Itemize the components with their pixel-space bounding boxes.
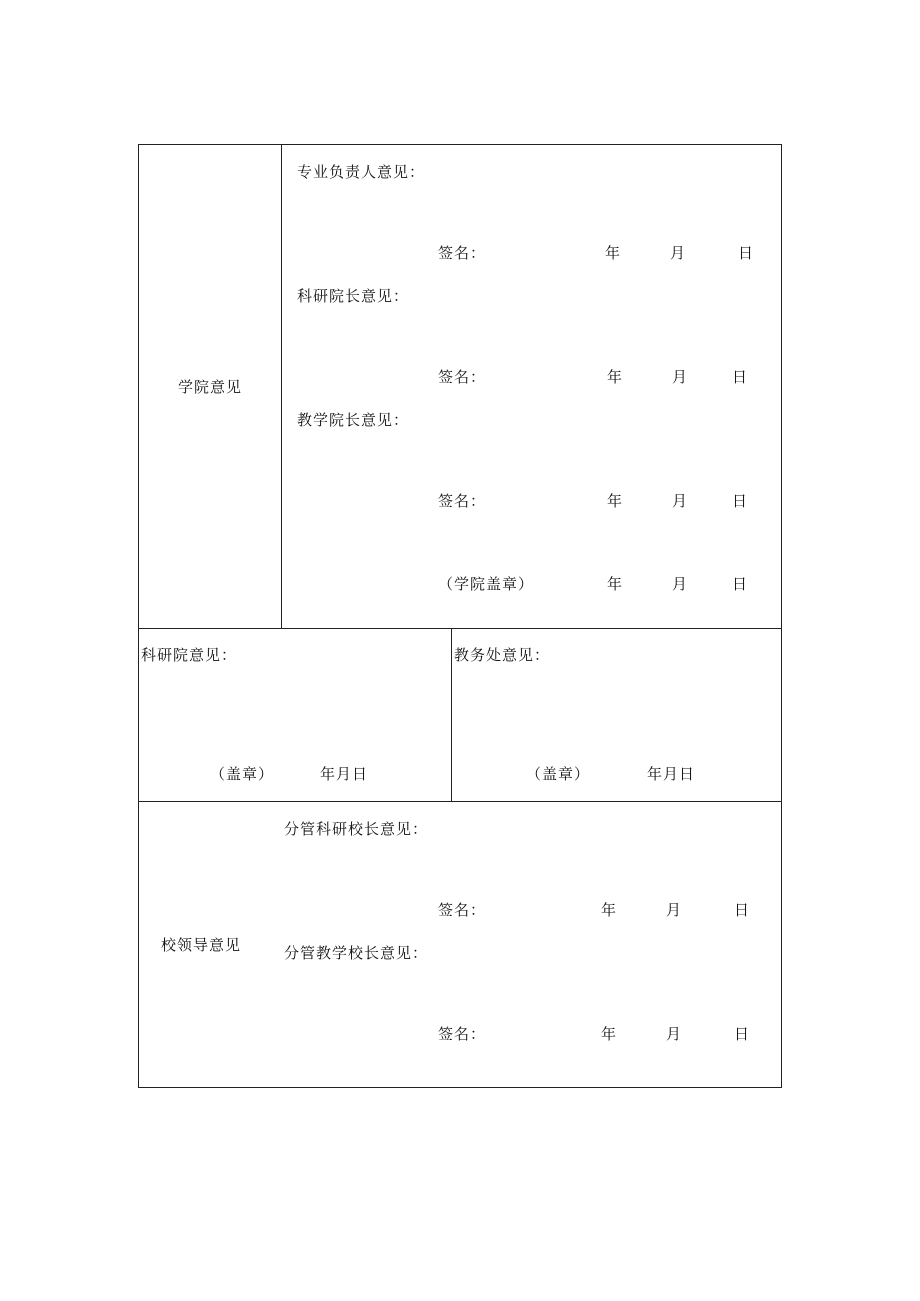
academic-affairs-date: 年月日: [647, 765, 696, 783]
research-vp-prompt: 分管科研校长意见：: [284, 820, 429, 838]
leaders-section-label: 校领导意见: [161, 936, 242, 954]
table-border-bottom: [138, 1087, 782, 1088]
middle-row-divider: [451, 628, 452, 801]
research-vp-year: 年: [601, 901, 618, 919]
college-seal-month: 月: [672, 575, 689, 593]
research-dean-day: 日: [732, 368, 749, 386]
teaching-dean-month: 月: [672, 492, 689, 510]
teaching-vp-year: 年: [601, 1025, 618, 1043]
college-seal-year: 年: [607, 575, 624, 593]
teaching-vp-sign-label[interactable]: 签名：: [438, 1025, 487, 1043]
table-border-left: [138, 144, 139, 1088]
college-section-divider: [281, 144, 282, 628]
table-border-right: [781, 144, 782, 1088]
research-vp-month: 月: [666, 901, 683, 919]
research-dean-sign-label[interactable]: 签名：: [438, 368, 487, 386]
teaching-dean-sign-label[interactable]: 签名：: [438, 492, 487, 510]
research-institute-prompt: 科研院意见：: [141, 646, 238, 664]
teaching-vp-prompt: 分管教学校长意见：: [284, 944, 429, 962]
major-head-sign-label[interactable]: 签名：: [438, 244, 487, 262]
research-dean-month: 月: [672, 368, 689, 386]
row-divider-2: [138, 801, 782, 802]
teaching-vp-day: 日: [734, 1025, 751, 1043]
major-head-prompt: 专业负责人意见：: [297, 163, 426, 181]
table-border-top: [138, 144, 782, 145]
academic-affairs-seal: （盖章）: [526, 765, 591, 783]
teaching-dean-day: 日: [732, 492, 749, 510]
research-institute-date: 年月日: [320, 765, 369, 783]
research-dean-prompt: 科研院长意见：: [297, 287, 410, 305]
teaching-vp-month: 月: [666, 1025, 683, 1043]
teaching-dean-year: 年: [607, 492, 624, 510]
college-section-label: 学院意见: [178, 378, 243, 396]
major-head-month: 月: [670, 244, 687, 262]
major-head-year: 年: [605, 244, 622, 262]
college-seal-day: 日: [732, 575, 749, 593]
research-institute-seal: （盖章）: [210, 765, 275, 783]
academic-affairs-prompt: 教务处意见：: [454, 646, 551, 664]
college-seal-label: （学院盖章）: [438, 575, 535, 593]
research-dean-year: 年: [607, 368, 624, 386]
research-vp-sign-label[interactable]: 签名：: [438, 901, 487, 919]
research-vp-day: 日: [734, 901, 751, 919]
row-divider-1: [138, 628, 782, 629]
teaching-dean-prompt: 教学院长意见：: [297, 411, 410, 429]
major-head-day: 日: [738, 244, 755, 262]
